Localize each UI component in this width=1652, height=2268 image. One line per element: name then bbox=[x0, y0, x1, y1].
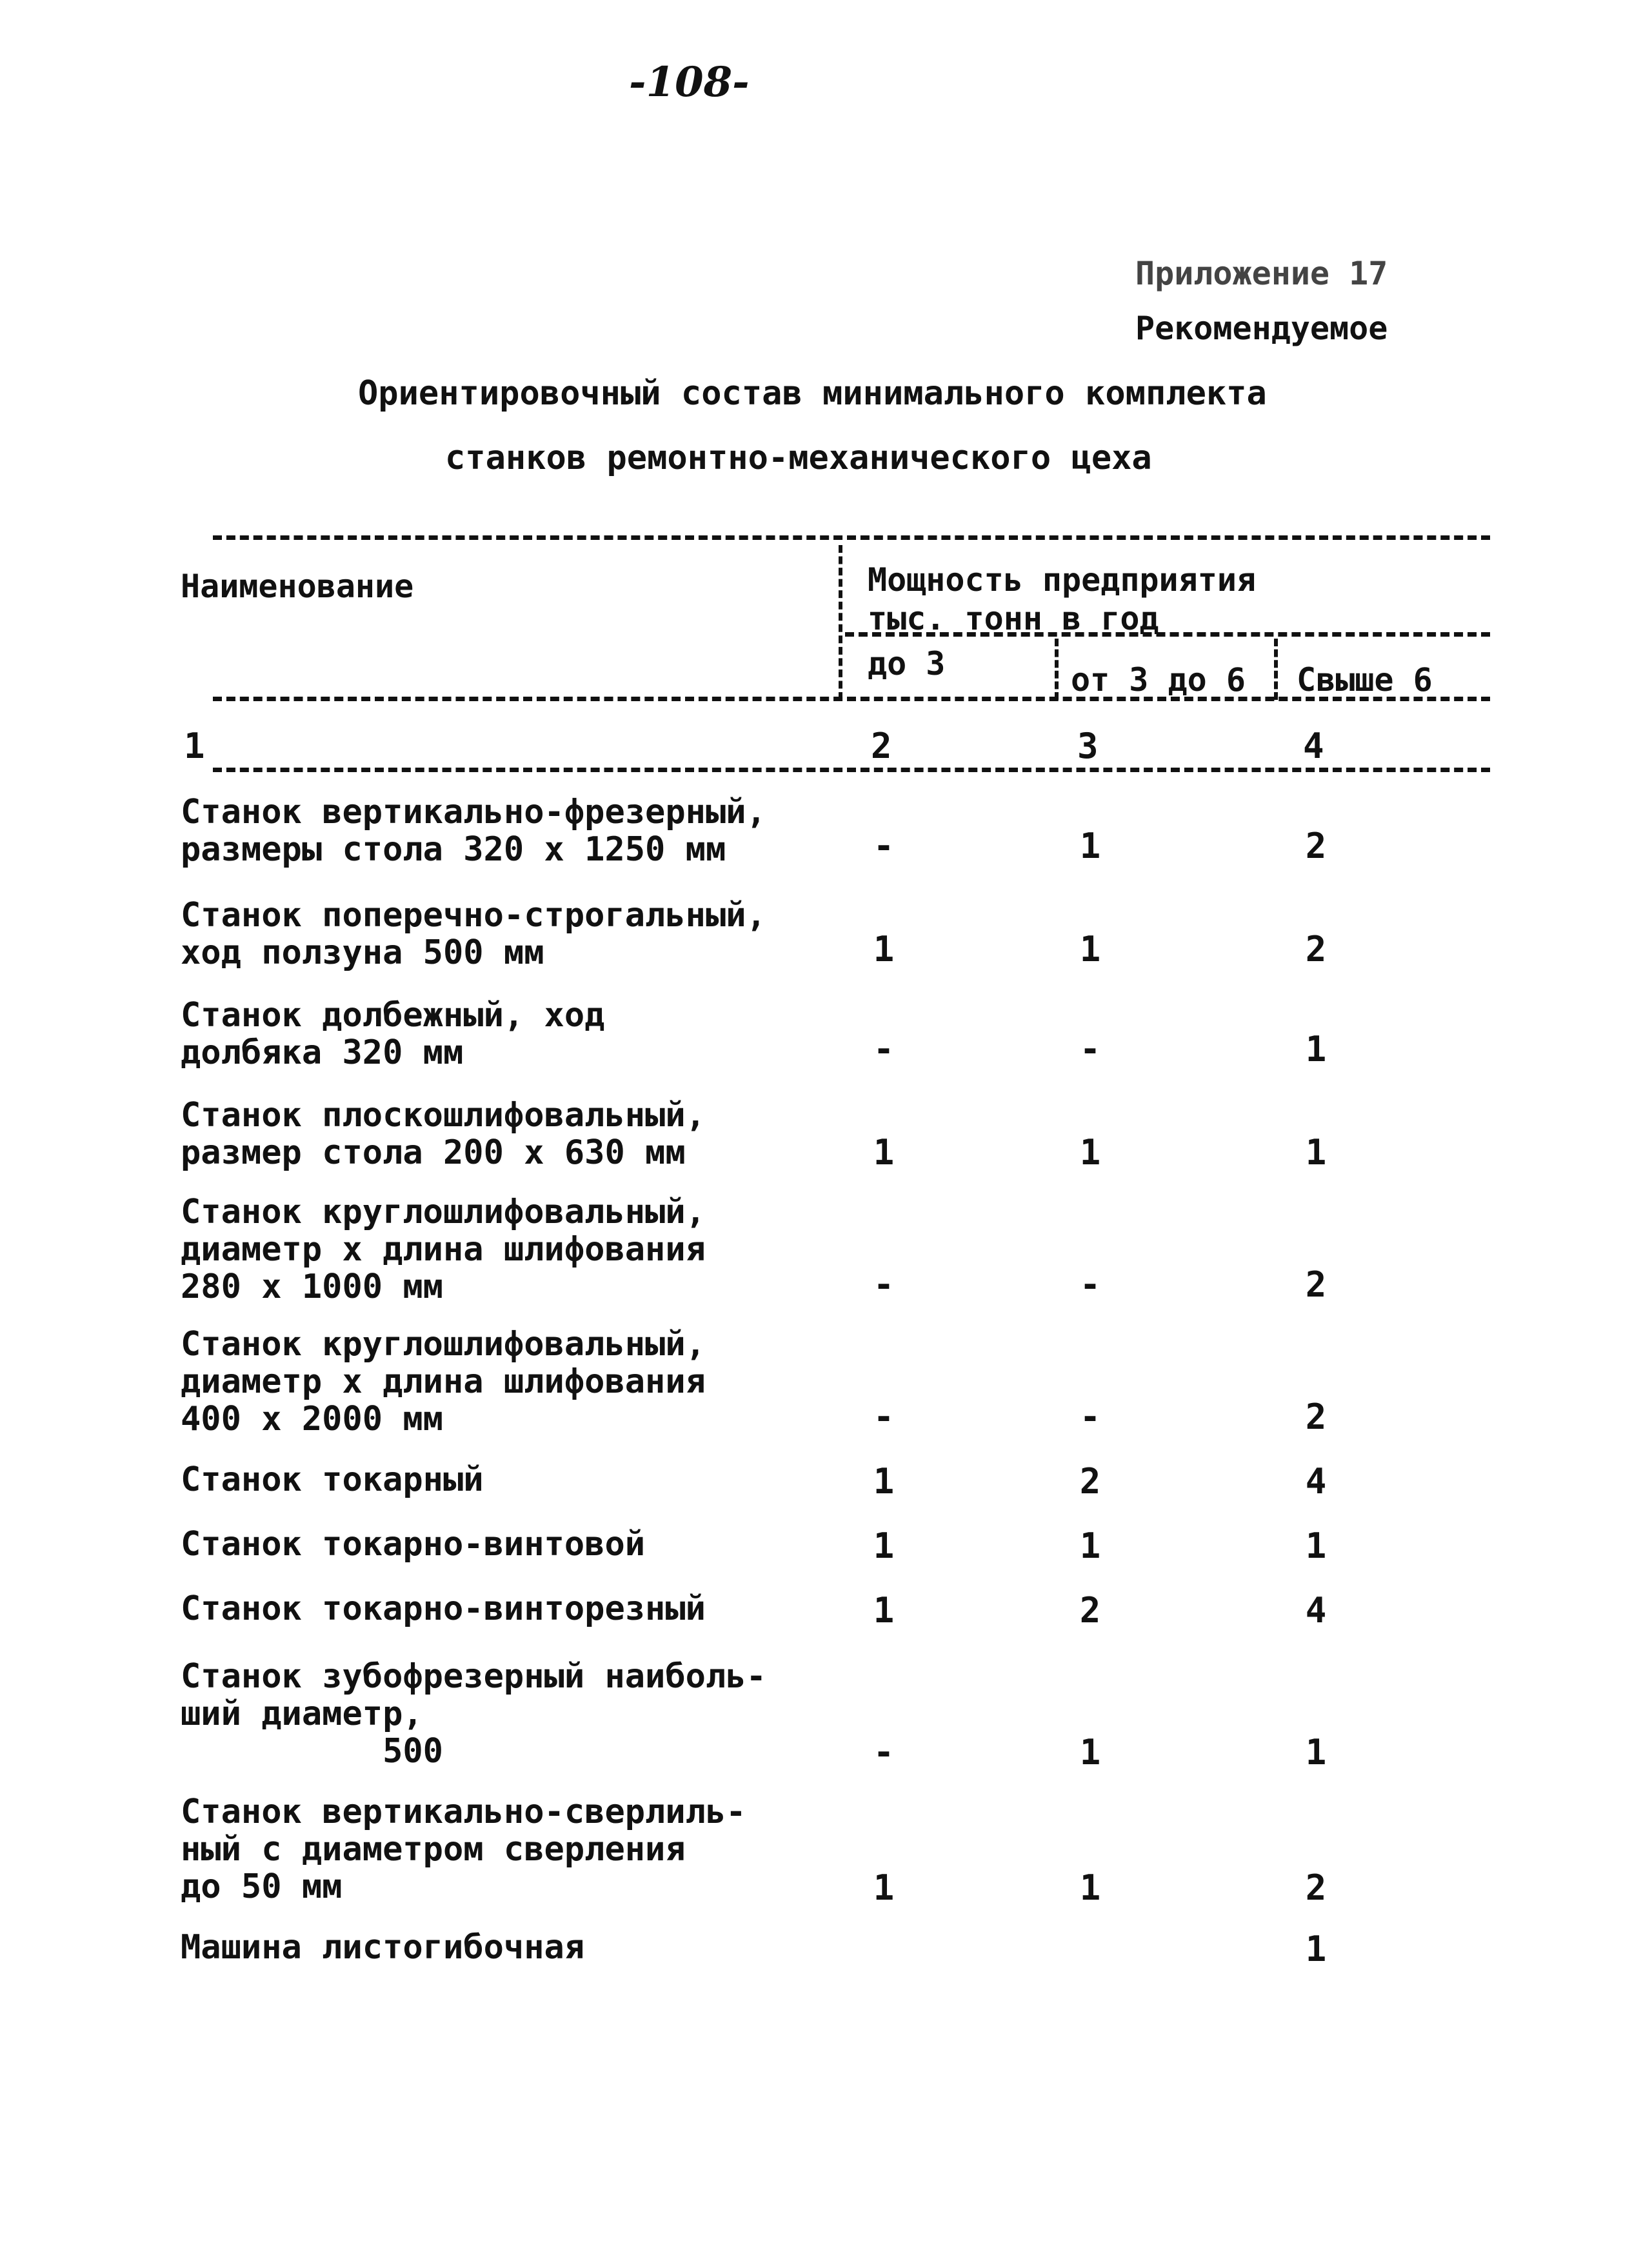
row-value-col4: 4 bbox=[1305, 1461, 1327, 1502]
row-value-col3: - bbox=[1079, 1029, 1101, 1069]
row-value-col2: - bbox=[873, 1029, 895, 1069]
row-value-col4: 1 bbox=[1305, 1929, 1327, 1969]
column-separator bbox=[1055, 639, 1059, 700]
table-row bbox=[0, 1589, 1652, 1631]
table-row bbox=[0, 1325, 1652, 1438]
row-value-col3: 1 bbox=[1079, 1732, 1101, 1773]
table-row bbox=[0, 1525, 1652, 1566]
row-value-col4: 1 bbox=[1305, 1029, 1327, 1069]
row-name: Станок долбежный, ход долбяка 320 мм bbox=[181, 996, 605, 1072]
column-separator bbox=[839, 545, 842, 700]
row-name: Станок зубофрезерный наиболь- ший диаметр, 500 bbox=[181, 1657, 766, 1771]
row-value-col3: 1 bbox=[1079, 1132, 1101, 1173]
row-value-col4: 1 bbox=[1305, 1132, 1327, 1173]
row-value-col2: - bbox=[873, 1397, 895, 1437]
row-value-col4: 1 bbox=[1305, 1732, 1327, 1773]
row-name: Станок токарно-винтовой bbox=[181, 1525, 646, 1564]
row-value-col4: 1 bbox=[1305, 1526, 1327, 1566]
column-separator bbox=[1274, 639, 1278, 700]
header-capacity: Мощность предприятия bbox=[868, 561, 1257, 599]
row-name: Станок плоскошлифовальный, размер стола 200 x 630 мм bbox=[181, 1096, 706, 1172]
header-capacity-unit: тыс. тонн в год bbox=[868, 600, 1159, 637]
row-value-col2: 1 bbox=[873, 1590, 895, 1631]
table-row bbox=[0, 896, 1652, 972]
row-name: Станок токарно-винторезный bbox=[181, 1589, 706, 1628]
row-value-col3: 1 bbox=[1079, 1526, 1101, 1566]
row-name: Станок вертикально-фрезерный, размеры стола 320 x 1250 мм bbox=[181, 793, 766, 869]
header-name: Наименование bbox=[181, 568, 414, 605]
table-row bbox=[0, 1460, 1652, 1502]
row-value-col2: - bbox=[873, 826, 895, 866]
table-row bbox=[0, 793, 1652, 869]
column-numbers-rule bbox=[213, 768, 1490, 772]
table-row bbox=[0, 1928, 1652, 1969]
row-value-col2: - bbox=[873, 1732, 895, 1773]
column-number: 3 bbox=[1077, 726, 1099, 766]
row-value-col4: 2 bbox=[1305, 1867, 1327, 1908]
header-col-3-to-6: от 3 до 6 bbox=[1071, 661, 1246, 699]
column-number: 1 bbox=[184, 726, 205, 766]
row-value-col3: 2 bbox=[1079, 1461, 1101, 1502]
page-number: -108- bbox=[629, 58, 750, 106]
table-row bbox=[0, 1193, 1652, 1306]
appendix-note: Рекомендуемое bbox=[1135, 310, 1388, 347]
row-value-col4: 2 bbox=[1305, 1264, 1327, 1305]
column-number: 4 bbox=[1303, 726, 1324, 766]
row-value-col2: - bbox=[873, 1264, 895, 1305]
row-name: Машина листогибочная bbox=[181, 1928, 585, 1967]
row-value-col2: 1 bbox=[873, 1867, 895, 1908]
row-value-col2: 1 bbox=[873, 929, 895, 970]
document-title-line-2: станков ремонтно-механического цеха bbox=[445, 439, 1152, 477]
row-value-col4: 2 bbox=[1305, 826, 1327, 866]
row-value-col2: 1 bbox=[873, 1526, 895, 1566]
header-col-over-6: Свыше 6 bbox=[1297, 661, 1433, 699]
row-value-col4: 4 bbox=[1305, 1590, 1327, 1631]
header-col-up-to-3: до 3 bbox=[868, 645, 946, 682]
table-row bbox=[0, 1096, 1652, 1173]
table-top-rule bbox=[213, 535, 1490, 540]
row-value-col3: 1 bbox=[1079, 826, 1101, 866]
row-value-col2: 1 bbox=[873, 1461, 895, 1502]
row-value-col3: - bbox=[1079, 1397, 1101, 1437]
row-value-col3: 1 bbox=[1079, 1867, 1101, 1908]
column-number: 2 bbox=[871, 726, 892, 766]
row-value-col4: 2 bbox=[1305, 1397, 1327, 1437]
row-name: Станок круглошлифовальный, диаметр x длина шлифования 400 x 2000 мм bbox=[181, 1325, 706, 1438]
document-title-line-1: Ориентировочный состав минимального комплекта bbox=[358, 374, 1267, 413]
row-name: Станок круглошлифовальный, диаметр x длина шлифования 280 x 1000 мм bbox=[181, 1193, 706, 1306]
row-value-col4: 2 bbox=[1305, 929, 1327, 970]
row-value-col3: 1 bbox=[1079, 929, 1101, 970]
row-value-col3: 2 bbox=[1079, 1590, 1101, 1631]
row-value-col3: - bbox=[1079, 1264, 1101, 1305]
row-name: Станок поперечно-строгальный, ход ползуна 500 мм bbox=[181, 896, 766, 972]
table-row bbox=[0, 1793, 1652, 1908]
table-row bbox=[0, 1657, 1652, 1773]
row-name: Станок вертикально-сверлиль- ный с диаметром сверления до 50 мм bbox=[181, 1793, 746, 1906]
appendix-label: Приложение 17 bbox=[1135, 255, 1388, 292]
table-row bbox=[0, 996, 1652, 1072]
row-value-col2: 1 bbox=[873, 1132, 895, 1173]
row-name: Станок токарный bbox=[181, 1460, 484, 1499]
